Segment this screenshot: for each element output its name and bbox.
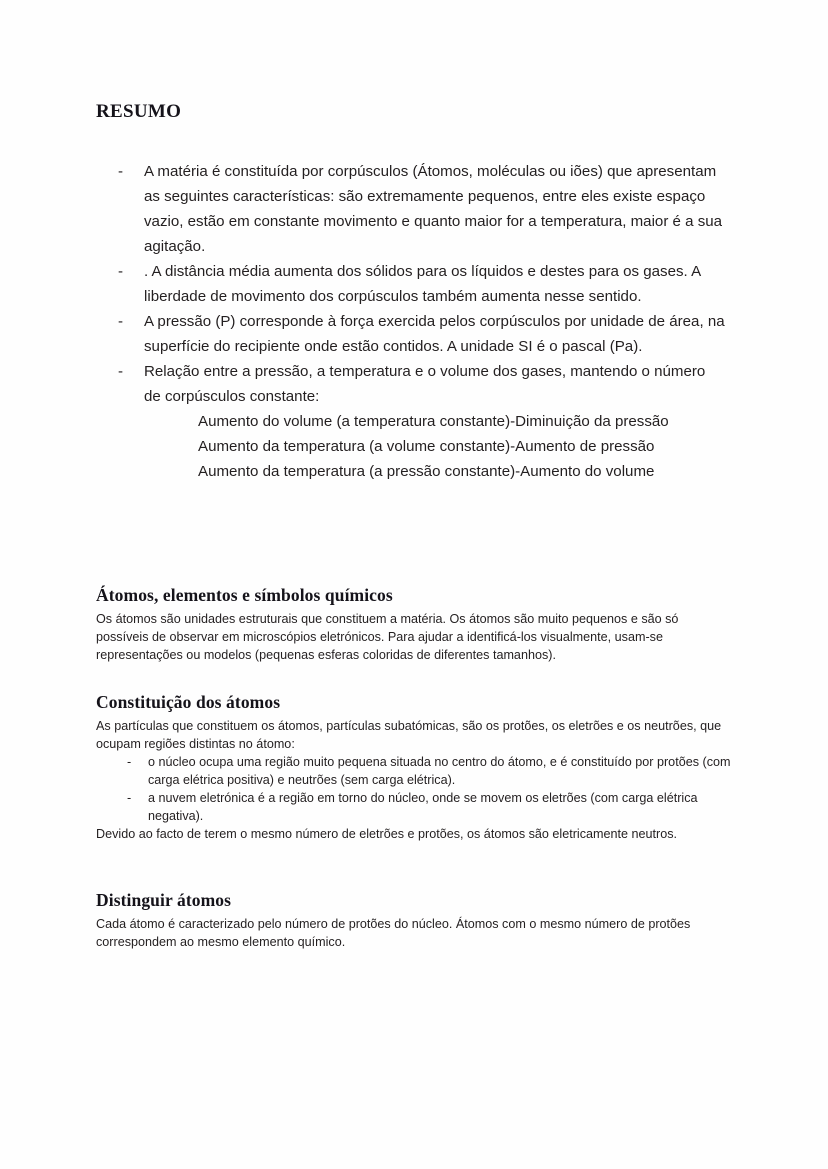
section-intro-paragraph: As partículas que constituem os átomos, partículas subatómicas, são os protões, os eletrões e os neutrões, que ocupam regiões distintas no átomo: [96,719,722,751]
section-heading: Átomos, elementos e símbolos químicos [96,585,393,605]
section-paragraph: Os átomos são unidades estruturais que constituem a matéria. Os átomos são muito pequenos e são só possíveis de observar em microscópios eletrónicos. Para ajudar a identificá-los visualmente, usam-se representações ou modelos (pequenas esferas coloridas de diferentes tamanhos). [96,612,679,662]
relation-line: Aumento da temperatura (a pressão constante)-Aumento do volume [198,463,655,480]
section-heading: Distinguir átomos [96,890,232,910]
list-item-text: o núcleo ocupa uma região muito pequena situada no centro do átomo, e é constituído por protões (com carga elétrica positiva) e neutrões (sem carga elétrica). [148,755,731,787]
gas-law-relations [96,409,736,484]
subatomic-particles-list [96,753,732,825]
section-closing-paragraph: Devido ao facto de terem o mesmo número de eletrões e protões, os átomos são eletricamente neutros. [96,827,678,841]
section-distinguir-atomos [96,890,732,951]
list-item [96,309,736,359]
section-paragraph: Cada átomo é caracterizado pelo número de protões do núcleo. Átomos com o mesmo número de protões correspondem ao mesmo elemento químico. [96,917,691,949]
section-heading: Constituição dos átomos [96,692,281,712]
summary-bullet-list [96,159,736,484]
list-item [96,789,732,825]
list-item-text: A matéria é constituída por corpúsculos (Átomos, moléculas ou iões) que apresentam as seguintes características: são extremamente pequenos, entre eles existe espaço vazio, estão em constante movimento e quanto maior for a temperatura, maior é a sua agitação. [144,163,723,255]
section-atomos-elementos [96,585,732,664]
bullet-marker: - [118,263,124,280]
bullet-marker: - [118,363,124,380]
section-constituicao-atomos [96,692,732,843]
list-item-text: A pressão (P) corresponde à força exercida pelos corpúsculos por unidade de área, na superfície do recipiente onde estão contidos. A unidade SI é o pascal (Pa). [144,313,725,355]
bullet-marker: - [118,313,124,330]
bullet-marker: - [127,791,132,805]
list-item-text: a nuvem eletrónica é a região em torno do núcleo, onde se movem os eletrões (com carga elétrica negativa). [148,791,698,823]
list-item [96,753,732,789]
page-title: RESUMO [96,101,182,122]
list-item [96,159,736,259]
relation-line: Aumento do volume (a temperatura constante)-Diminuição da pressão [198,413,669,430]
list-item [96,259,736,309]
list-item [96,359,736,409]
bullet-marker: - [118,163,124,180]
list-item-text: . A distância média aumenta dos sólidos para os líquidos e destes para os gases. A liberdade de movimento dos corpúsculos também aumenta nesse sentido. [144,263,701,305]
bullet-marker: - [127,755,132,769]
relation-line: Aumento da temperatura (a volume constante)-Aumento de pressão [198,438,655,455]
list-item-text: Relação entre a pressão, a temperatura e o volume dos gases, mantendo o número de corpúsculos constante: [144,363,706,405]
